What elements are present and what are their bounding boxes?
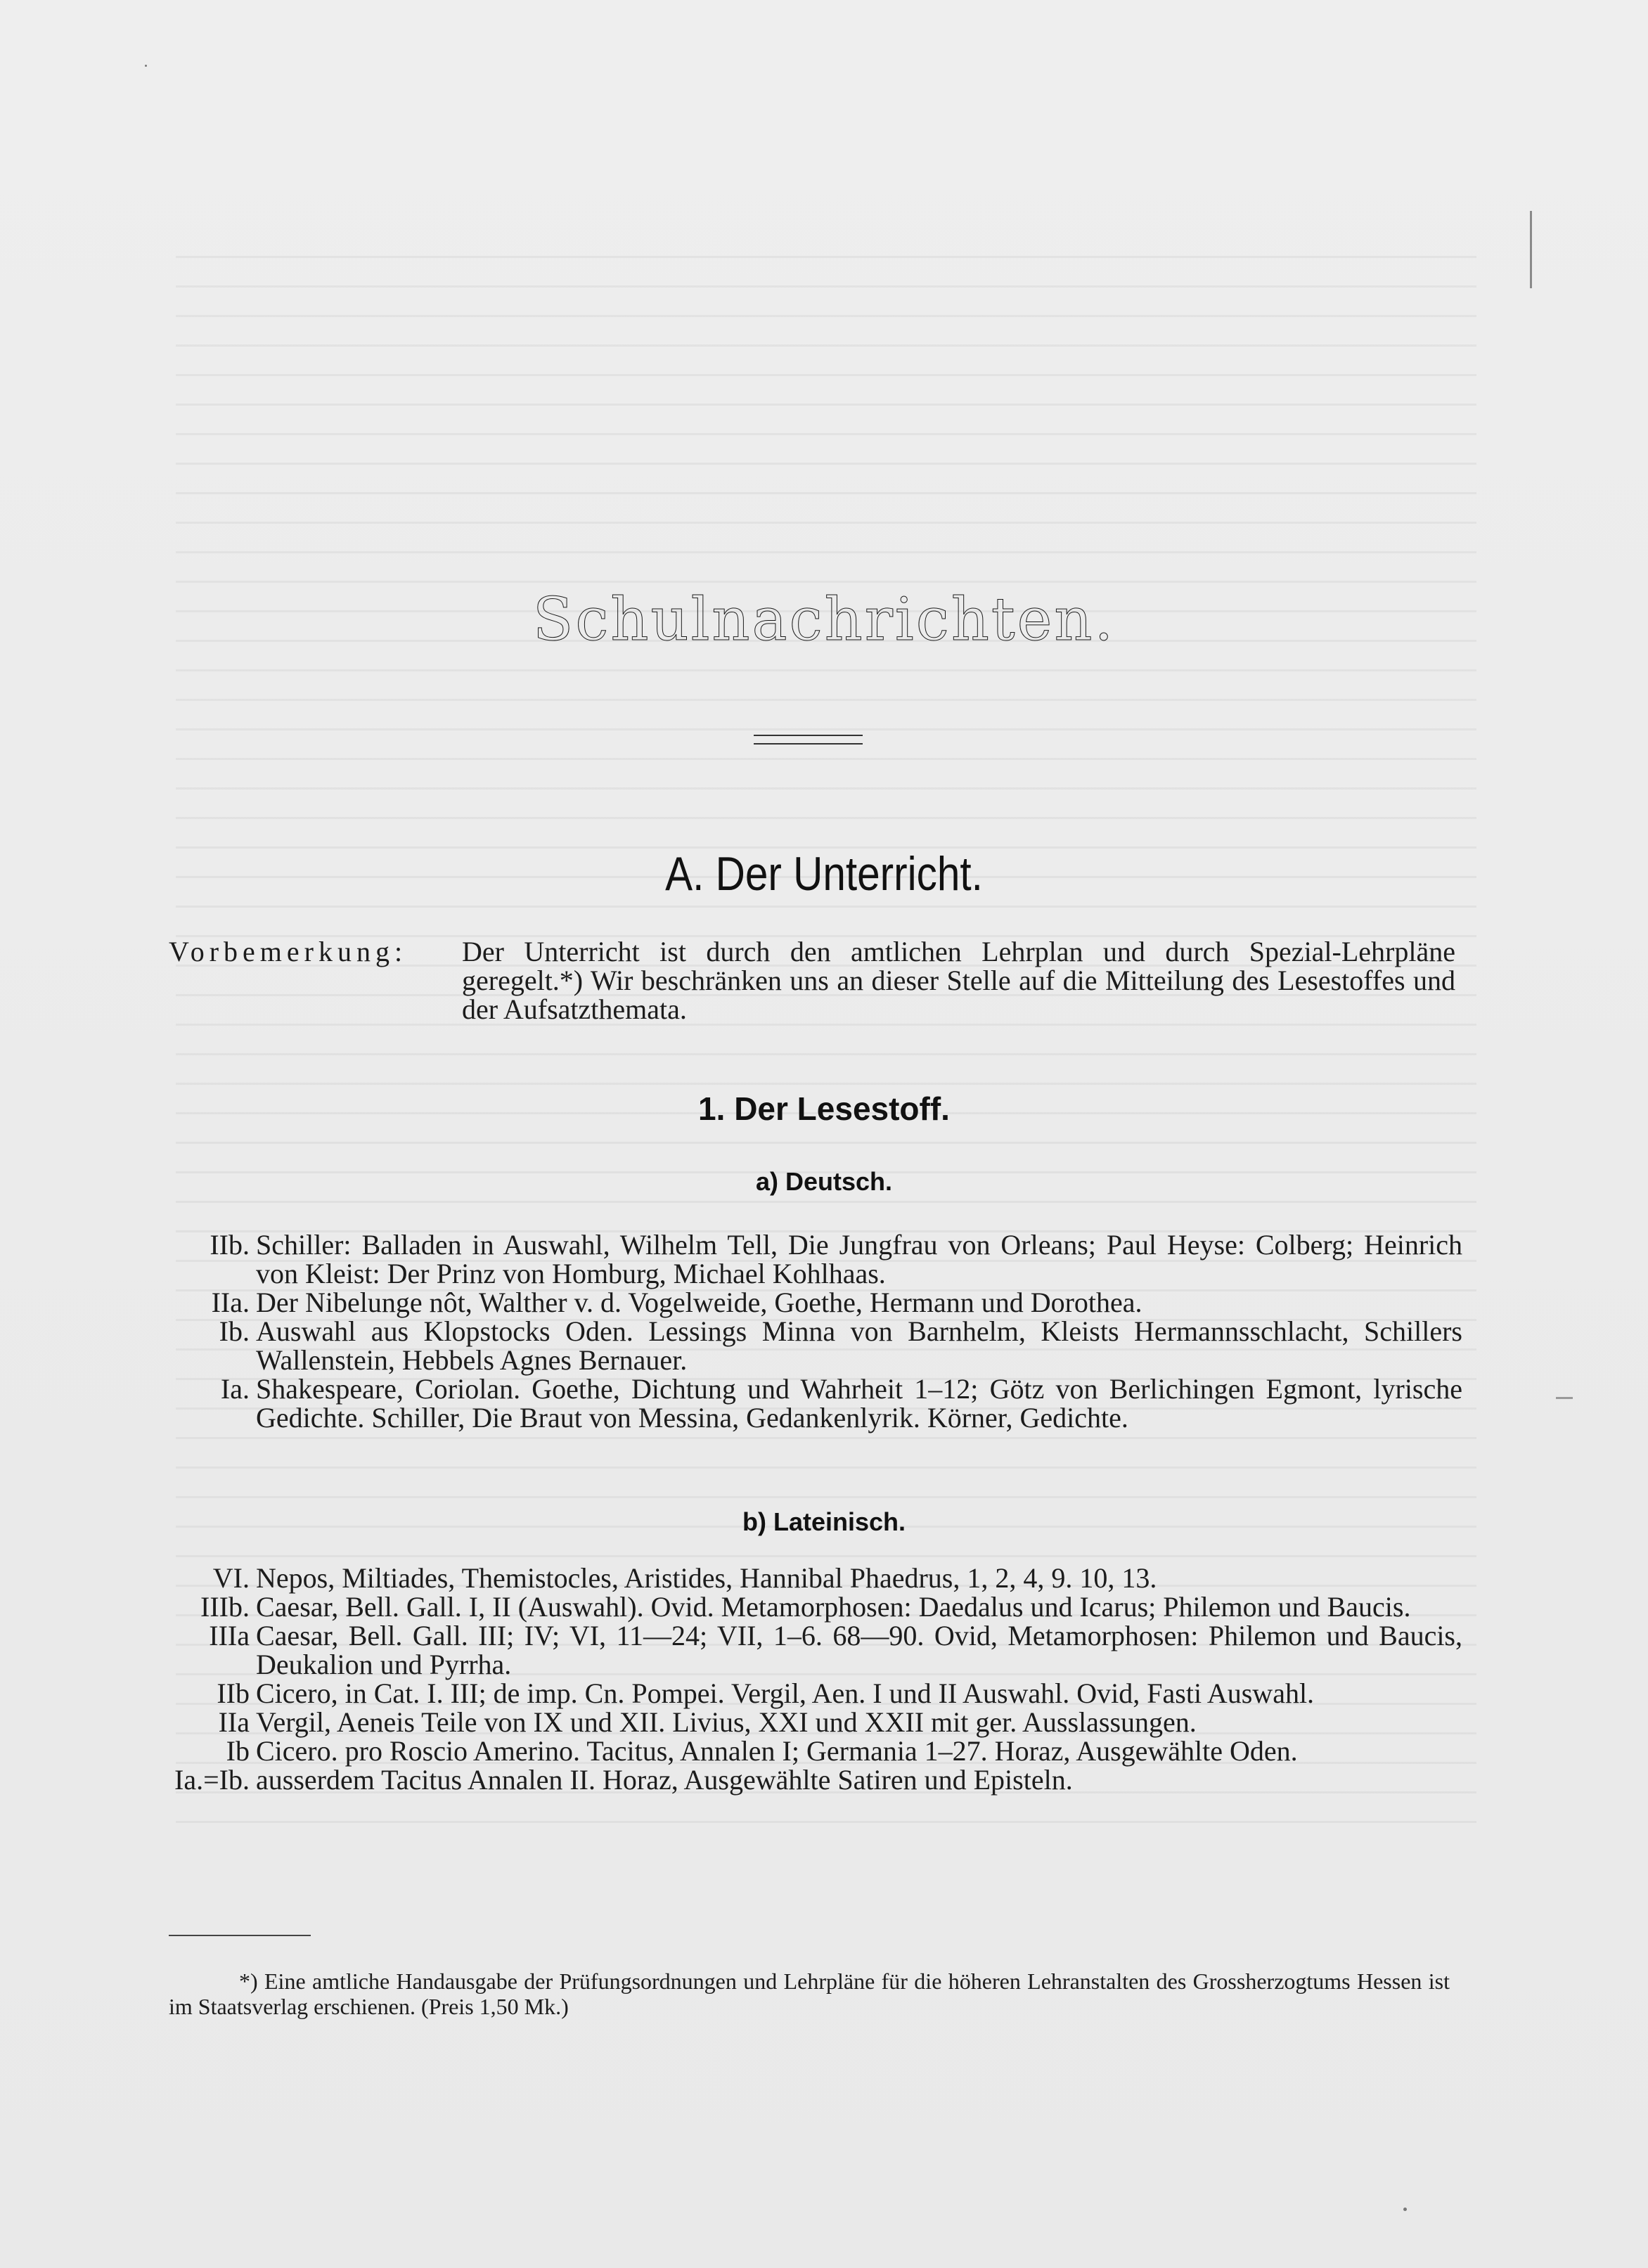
class-label: Ia.	[220, 1373, 250, 1405]
class-label: VI.	[212, 1562, 250, 1594]
deutsch-heading: a) Deutsch.	[755, 1167, 893, 1196]
class-label: IIIb.	[200, 1591, 250, 1623]
list-item	[155, 1317, 1462, 1374]
preliminary-text: Der Unterricht ist durch den amtlichen Lehrplan und durch Spezial-Lehrpläne geregelt.*) Wir beschränken uns an dieser Stelle auf die Mitteilung des Lesestoffes und der Aufsatzthemata.	[462, 936, 1455, 1025]
preliminary-label: Vorbemerkung:	[169, 936, 408, 967]
class-label: IIb.	[210, 1229, 250, 1261]
class-label: IIb	[217, 1677, 250, 1709]
reading-text: Vergil, Aeneis Teile von IX und XII. Livius, XXI und XXII mit ger. Ausslassungen.	[256, 1706, 1197, 1738]
footnote: *) Eine amtliche Handausgabe der Prüfungsordnungen und Lehrpläne für die höheren Lehranstalten des Grossherzogtums Hessen ist im Staatsverlag erschienen. (Preis 1,50 Mk.)	[169, 1969, 1450, 2019]
class-label: Ib.	[219, 1315, 250, 1347]
reading-text: Cicero, in Cat. I. III; de imp. Cn. Pompei. Vergil, Aen. I und II Auswahl. Ovid, Fasti Auswahl.	[256, 1677, 1315, 1709]
subsection-heading: 1. Der Lesestoff.	[698, 1090, 950, 1127]
list-item	[155, 1288, 1462, 1317]
reading-text: Schiller: Balladen in Auswahl, Wilhelm Tell, Die Jungfrau von Orleans; Paul Heyse: Colberg; Heinrich von Kleist: Der Prinz von Homburg, Michael Kohlhaas.	[256, 1229, 1462, 1289]
class-label: Ia.=Ib.	[174, 1764, 250, 1796]
deutsch-list	[155, 1230, 1462, 1432]
preliminary-note	[169, 937, 1455, 1024]
list-item	[155, 1737, 1462, 1765]
list-item	[155, 1708, 1462, 1737]
latein-list	[155, 1564, 1462, 1794]
reading-text: Caesar, Bell. Gall. I, II (Auswahl). Ovid. Metamorphosen: Daedalus und Icarus; Philemon und Baucis.	[256, 1591, 1411, 1623]
page-title: Schulnachrichten.	[532, 585, 1116, 654]
reading-text: Der Nibelunge nôt, Walther v. d. Vogelweide, Goethe, Hermann und Dorothea.	[256, 1287, 1142, 1318]
list-item	[155, 1592, 1462, 1621]
reading-text: Caesar, Bell. Gall. III; IV; VI, 11—24; VII, 1–6. 68—90. Ovid, Metamorphosen: Philemon und Baucis, Deukalion und Pyrrha.	[256, 1620, 1462, 1680]
list-item	[155, 1679, 1462, 1708]
scan-speck	[145, 65, 147, 67]
reading-text: Nepos, Miltiades, Themistocles, Aristides, Hannibal Phaedrus, 1, 2, 4, 9. 10, 13.	[256, 1562, 1157, 1594]
list-item	[155, 1621, 1462, 1679]
list-item	[155, 1230, 1462, 1288]
list-item	[155, 1564, 1462, 1592]
class-label: IIIa	[209, 1620, 250, 1651]
latein-heading: b) Lateinisch.	[742, 1507, 906, 1536]
class-label: IIa	[218, 1706, 250, 1738]
reading-text: Auswahl aus Klopstocks Oden. Lessings Minna von Barnhelm, Kleists Hermannsschlacht, Schillers Wallenstein, Hebbels Agnes Bernauer.	[256, 1315, 1462, 1376]
section-heading: A. Der Unterricht.	[665, 847, 983, 901]
class-label: Ib	[226, 1735, 250, 1767]
title-double-rule	[754, 735, 863, 745]
class-label: IIa.	[211, 1287, 250, 1318]
reading-text: Cicero. pro Roscio Amerino. Tacitus, Annalen I; Germania 1–27. Horaz, Ausgewählte Oden.	[256, 1735, 1298, 1767]
footnote-rule	[169, 1935, 311, 1936]
list-item	[155, 1374, 1462, 1432]
reading-text: Shakespeare, Coriolan. Goethe, Dichtung und Wahrheit 1–12; Götz von Berlichingen Egmont, lyrische Gedichte. Schiller, Die Braut von Messina, Gedankenlyrik. Körner, Gedichte.	[256, 1373, 1462, 1433]
list-item	[155, 1765, 1462, 1794]
margin-mark	[1530, 211, 1532, 288]
scan-speck	[1403, 2208, 1407, 2211]
reading-text: ausserdem Tacitus Annalen II. Horaz, Ausgewählte Satiren und Episteln.	[256, 1764, 1073, 1796]
edge-mark	[1556, 1397, 1573, 1399]
